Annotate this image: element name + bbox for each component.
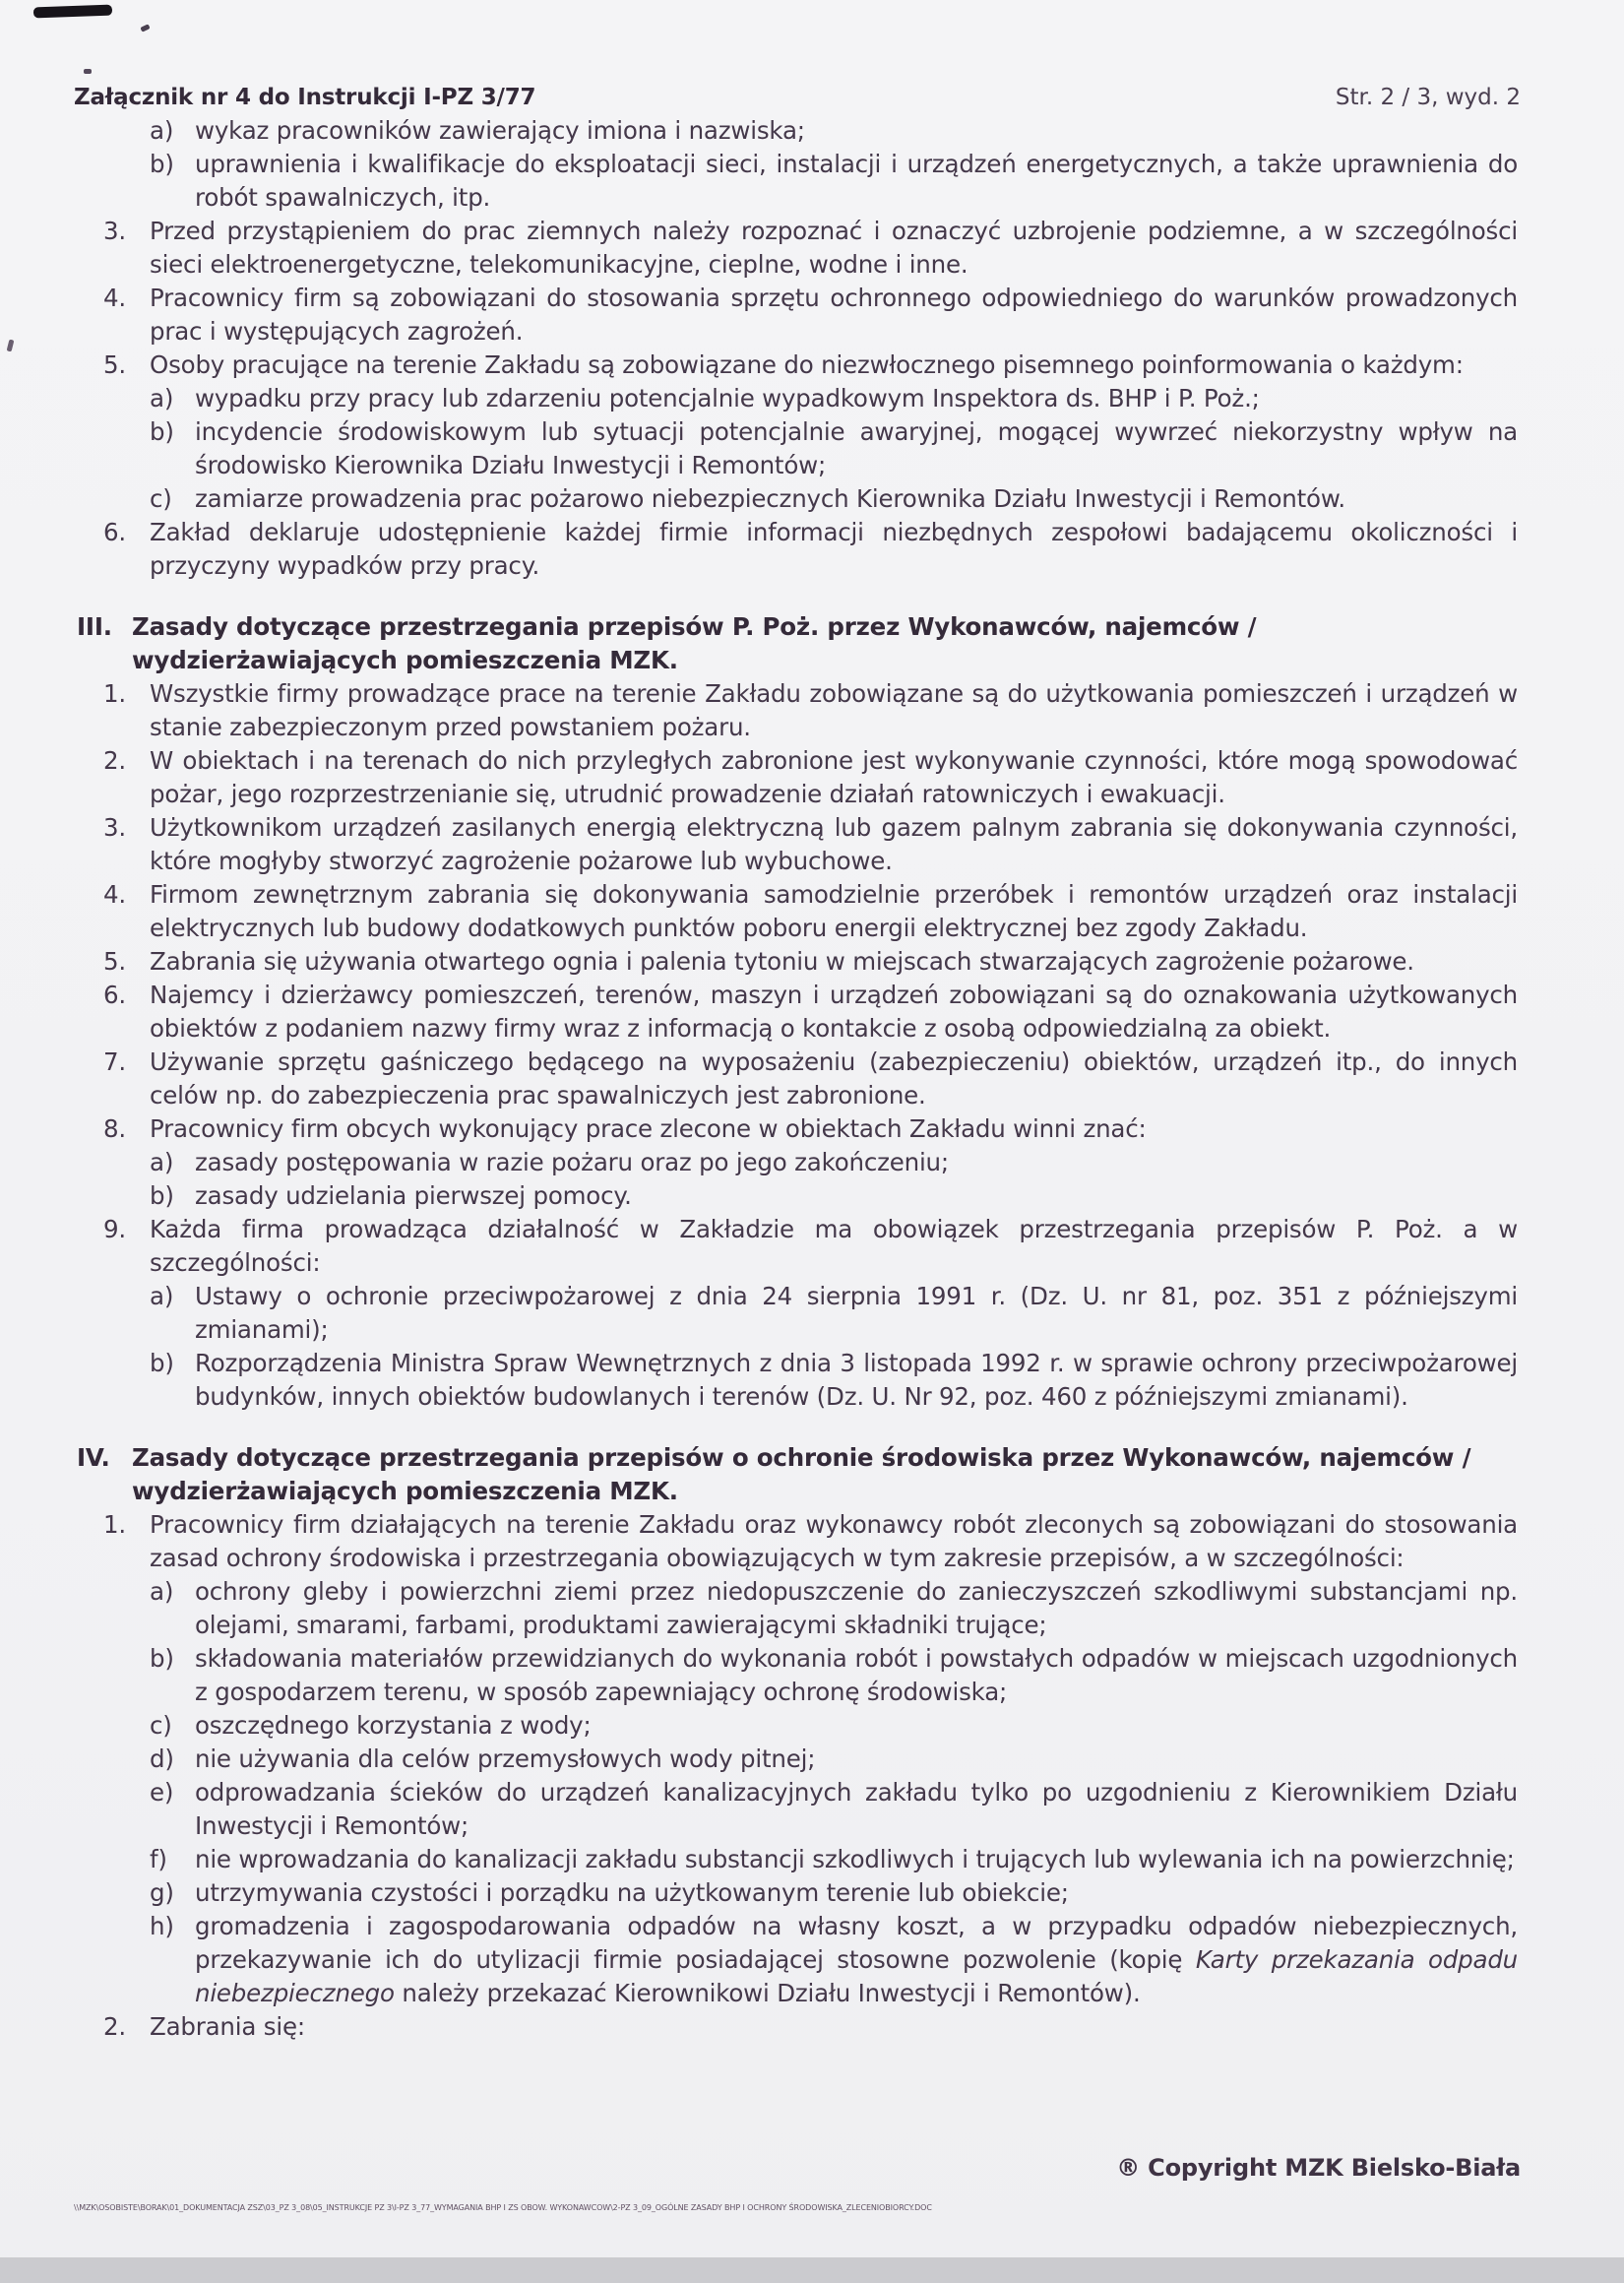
item-label: b)	[150, 1644, 174, 1673]
item-label: b)	[150, 417, 174, 446]
item-label: 5.	[103, 350, 126, 379]
list-item	[103, 1508, 1518, 1575]
item-label: 7.	[103, 1047, 126, 1076]
item-label: 6.	[103, 981, 126, 1009]
item-label: 4.	[103, 880, 126, 909]
item-label: a)	[150, 116, 174, 145]
item-label: h)	[150, 1912, 174, 1940]
scan-artifact-speck	[140, 24, 150, 32]
item-text: Wszystkie firmy prowadzące prace na terenie Zakładu zobowiązane są do użytkowania pomieszczeń i urządzeń w stanie zabezpieczonym przed powstaniem pożaru.	[150, 679, 1518, 741]
list-item	[150, 1575, 1518, 1642]
copyright-notice: ® Copyright MZK Bielsko-Biała	[1116, 2154, 1521, 2182]
list-item	[103, 979, 1518, 1046]
item-text: wypadku przy pracy lub zdarzeniu potencjalnie wypadkowym Inspektora ds. BHP i P. Poż.;	[195, 384, 1260, 412]
list-item	[103, 945, 1518, 979]
item-text: Firmom zewnętrznym zabrania się dokonywania samodzielnie przeróbek i remontów urządzeń oraz instalacji elektrycznych lub budowy dodatkowych punktów poboru energii elektrycznej bez zgody Zakładu.	[150, 880, 1518, 942]
list-item	[103, 1112, 1518, 1146]
file-path: \\MZK\OSOBISTE\BORAK\01_DOKUMENTACJA ZSZ\03_PZ 3_08\05_INSTRUKCJE PZ 3\I-PZ 3_77_WYMAGANIA BHP I ZS OBOW. WYKONAWCOW\2-PZ 3_09_OGÓLNE ZASADY BHP I OCHRONY ŚRODOWISKA_ZLECENIOBIORCY.DOC	[74, 2203, 932, 2212]
list-item	[150, 114, 1518, 148]
list-item	[150, 1743, 1518, 1776]
item-text: utrzymywania czystości i porządku na użytkowanym terenie lub obiekcie;	[195, 1878, 1069, 1907]
attachment-title: Załącznik nr 4 do Instrukcji I-PZ 3/77	[74, 85, 536, 110]
list-item	[150, 1709, 1518, 1743]
list-item	[103, 516, 1518, 583]
item-label: a)	[150, 1148, 174, 1176]
item-text: Używanie sprzętu gaśniczego będącego na wyposażeniu (zabezpieczeniu) obiektów, urządzeń itp., do innych celów np. do zabezpieczenia prac spawalniczych jest zabronione.	[150, 1047, 1518, 1110]
item-text: zamiarze prowadzenia prac pożarowo niebezpiecznych Kierownika Działu Inwestycji i Remontów.	[195, 484, 1345, 513]
item-label: a)	[150, 1577, 174, 1606]
item-label: 6.	[103, 518, 126, 546]
item-label: d)	[150, 1744, 174, 1773]
item-label: 5.	[103, 947, 126, 976]
item-text: Zasady dotyczące przestrzegania przepisów o ochronie środowiska przez Wykonawców, najemców / wydzierżawiających pomieszczenia MZK.	[132, 1443, 1471, 1505]
item-label: c)	[150, 484, 172, 513]
list-item	[103, 349, 1518, 382]
item-text: Użytkownikom urządzeń zasilanych energią elektryczną lub gazem palnym zabrania się dokonywania czynności, które mogłyby stworzyć zagrożenie pożarowe lub wybuchowe.	[150, 813, 1518, 875]
list-item	[150, 482, 1518, 516]
list-item	[150, 1776, 1518, 1843]
item-label: b)	[150, 1349, 174, 1377]
item-text-segment: gromadzenia i zagospodarowania odpadów na własny koszt, a w przypadku odpadów niebezpiecznych, przekazywanie ich do utylizacji firmie posiadającej stosowne pozwolenie (kopię	[195, 1912, 1518, 1974]
list-item	[150, 415, 1518, 482]
item-label: 3.	[103, 217, 126, 245]
list-item	[103, 744, 1518, 811]
item-text: incydencie środowiskowym lub sytuacji potencjalnie awaryjnej, mogącej wywrzeć niekorzystny wpływ na środowisko Kierownika Działu Inwestycji i Remontów;	[195, 417, 1518, 479]
item-label: 4.	[103, 284, 126, 312]
item-text: zasady udzielania pierwszej pomocy.	[195, 1181, 632, 1210]
item-label: b)	[150, 150, 174, 178]
list-item	[150, 1642, 1518, 1709]
document-body	[0, 114, 1624, 2044]
item-text: odprowadzania ścieków do urządzeń kanalizacyjnych zakładu tylko po uzgodnieniu z Kierownikiem Działu Inwestycji i Remontów;	[195, 1778, 1518, 1840]
item-label: e)	[150, 1778, 174, 1807]
item-label: a)	[150, 384, 174, 412]
item-text: Osoby pracujące na terenie Zakładu są zobowiązane do niezwłocznego pisemnego poinformowania o każdym:	[150, 350, 1464, 379]
item-text: Zasady dotyczące przestrzegania przepisów P. Poż. przez Wykonawców, najemców / wydzierżawiających pomieszczenia MZK.	[132, 612, 1257, 674]
item-text: Zakład deklaruje udostępnienie każdej firmie informacji niezbędnych zespołowi badającemu okoliczności i przyczyny wypadków przy pracy.	[150, 518, 1518, 580]
item-label: III.	[77, 612, 112, 641]
scan-artifact-dash	[33, 5, 112, 19]
page-number: Str. 2 / 3, wyd. 2	[1335, 85, 1521, 110]
item-text-italic-segment: Karty przekazania odpadu niebezpiecznego	[195, 1945, 1519, 2007]
item-label: 2.	[103, 746, 126, 775]
section-heading	[77, 610, 1518, 677]
list-item	[103, 878, 1518, 945]
list-item	[103, 677, 1518, 744]
item-label: 2.	[103, 2012, 126, 2041]
list-item	[150, 1876, 1518, 1910]
list-item	[150, 1280, 1518, 1347]
item-text: wykaz pracowników zawierający imiona i nazwiska;	[195, 116, 805, 145]
list-item	[150, 1910, 1518, 2010]
item-text: oszczędnego korzystania z wody;	[195, 1711, 592, 1740]
item-text: Pracownicy firm działających na terenie Zakładu oraz wykonawcy robót zleconych są zobowiązani do stosowania zasad ochrony środowiska i przestrzegania obowiązujących w tym zakresie przepisów, a w szczególności:	[150, 1510, 1518, 1572]
item-label: 9.	[103, 1215, 126, 1243]
item-label: 8.	[103, 1114, 126, 1143]
scan-artifact-speck	[84, 69, 92, 74]
item-label: g)	[150, 1878, 174, 1907]
item-text: ochrony gleby i powierzchni ziemi przez niedopuszczenie do zanieczyszczeń szkodliwymi substancjami np. olejami, smarami, farbami, produktami zawierającymi składniki trujące;	[195, 1577, 1518, 1639]
list-item	[150, 148, 1518, 215]
item-label: IV.	[77, 1443, 110, 1472]
list-item	[150, 1843, 1518, 1876]
item-text	[195, 1910, 1518, 2010]
item-text: nie używania dla celów przemysłowych wody pitnej;	[195, 1744, 816, 1773]
list-item	[150, 1347, 1518, 1414]
item-text: Ustawy o ochronie przeciwpożarowej z dnia 24 sierpnia 1991 r. (Dz. U. nr 81, poz. 351 z późniejszymi zmianami);	[195, 1282, 1518, 1344]
item-text: Zabrania się używania otwartego ognia i palenia tytoniu w miejscach stwarzających zagrożenie pożarowe.	[150, 947, 1414, 976]
item-label: c)	[150, 1711, 172, 1740]
item-text: Zabrania się:	[150, 2012, 305, 2041]
item-label: 3.	[103, 813, 126, 842]
list-item	[103, 282, 1518, 349]
list-item	[103, 1213, 1518, 1280]
list-item	[103, 215, 1518, 282]
list-item	[150, 1146, 1518, 1179]
scanner-edge	[0, 2257, 1624, 2283]
item-text: W obiektach i na terenach do nich przyległych zabronione jest wykonywanie czynności, które mogą spowodować pożar, jego rozprzestrzenianie się, utrudnić prowadzenie działań ratowniczych i ewakuacji.	[150, 746, 1518, 808]
list-item	[150, 382, 1518, 415]
item-label: a)	[150, 1282, 174, 1310]
list-item	[150, 1179, 1518, 1213]
item-label: 1.	[103, 679, 126, 708]
item-text: Pracownicy firm obcych wykonujący prace zlecone w obiektach Zakładu winni znać:	[150, 1114, 1147, 1143]
item-text: Przed przystąpieniem do prac ziemnych należy rozpoznać i oznaczyć uzbrojenie podziemne, a w szczególności sieci elektroenergetyczne, telekomunikacyjne, cieplne, wodne i inne.	[150, 217, 1518, 279]
item-text: Najemcy i dzierżawcy pomieszczeń, terenów, maszyn i urządzeń zobowiązani są do oznakowania użytkowanych obiektów z podaniem nazwy firmy wraz z informacją o kontakcie z osobą odpowiedzialną za obiekt.	[150, 981, 1518, 1043]
item-text: uprawnienia i kwalifikacje do eksploatacji sieci, instalacji i urządzeń energetycznych, a także uprawnienia do robót spawalniczych, itp.	[195, 150, 1518, 212]
list-item	[103, 1046, 1518, 1112]
item-label: 1.	[103, 1510, 126, 1539]
item-text: zasady postępowania w razie pożaru oraz po jego zakończeniu;	[195, 1148, 949, 1176]
item-text: Pracownicy firm są zobowiązani do stosowania sprzętu ochronnego odpowiedniego do warunków prowadzonych prac i występujących zagrożeń.	[150, 284, 1518, 346]
item-text: Każda firma prowadząca działalność w Zakładzie ma obowiązek przestrzegania przepisów P. Poż. a w szczególności:	[150, 1215, 1518, 1277]
item-text: składowania materiałów przewidzianych do wykonania robót i powstałych odpadów w miejscach uzgodnionych z gospodarzem terenu, w sposób zapewniający ochronę środowiska;	[195, 1644, 1518, 1706]
page-header	[74, 83, 1521, 112]
section-heading	[77, 1441, 1518, 1508]
item-label: b)	[150, 1181, 174, 1210]
list-item	[103, 811, 1518, 878]
item-text: Rozporządzenia Ministra Spraw Wewnętrznych z dnia 3 listopada 1992 r. w sprawie ochrony przeciwpożarowej budynków, innych obiektów budowlanych i terenów (Dz. U. Nr 92, poz. 460 z późniejszymi zmianami).	[195, 1349, 1518, 1411]
item-text-segment: należy przekazać Kierownikowi Działu Inwestycji i Remontów).	[394, 1979, 1141, 2007]
item-label: f)	[150, 1845, 167, 1873]
list-item	[103, 2010, 1518, 2044]
item-text: nie wprowadzania do kanalizacji zakładu substancji szkodliwych i trujących lub wylewania ich na powierzchnię;	[195, 1845, 1515, 1873]
